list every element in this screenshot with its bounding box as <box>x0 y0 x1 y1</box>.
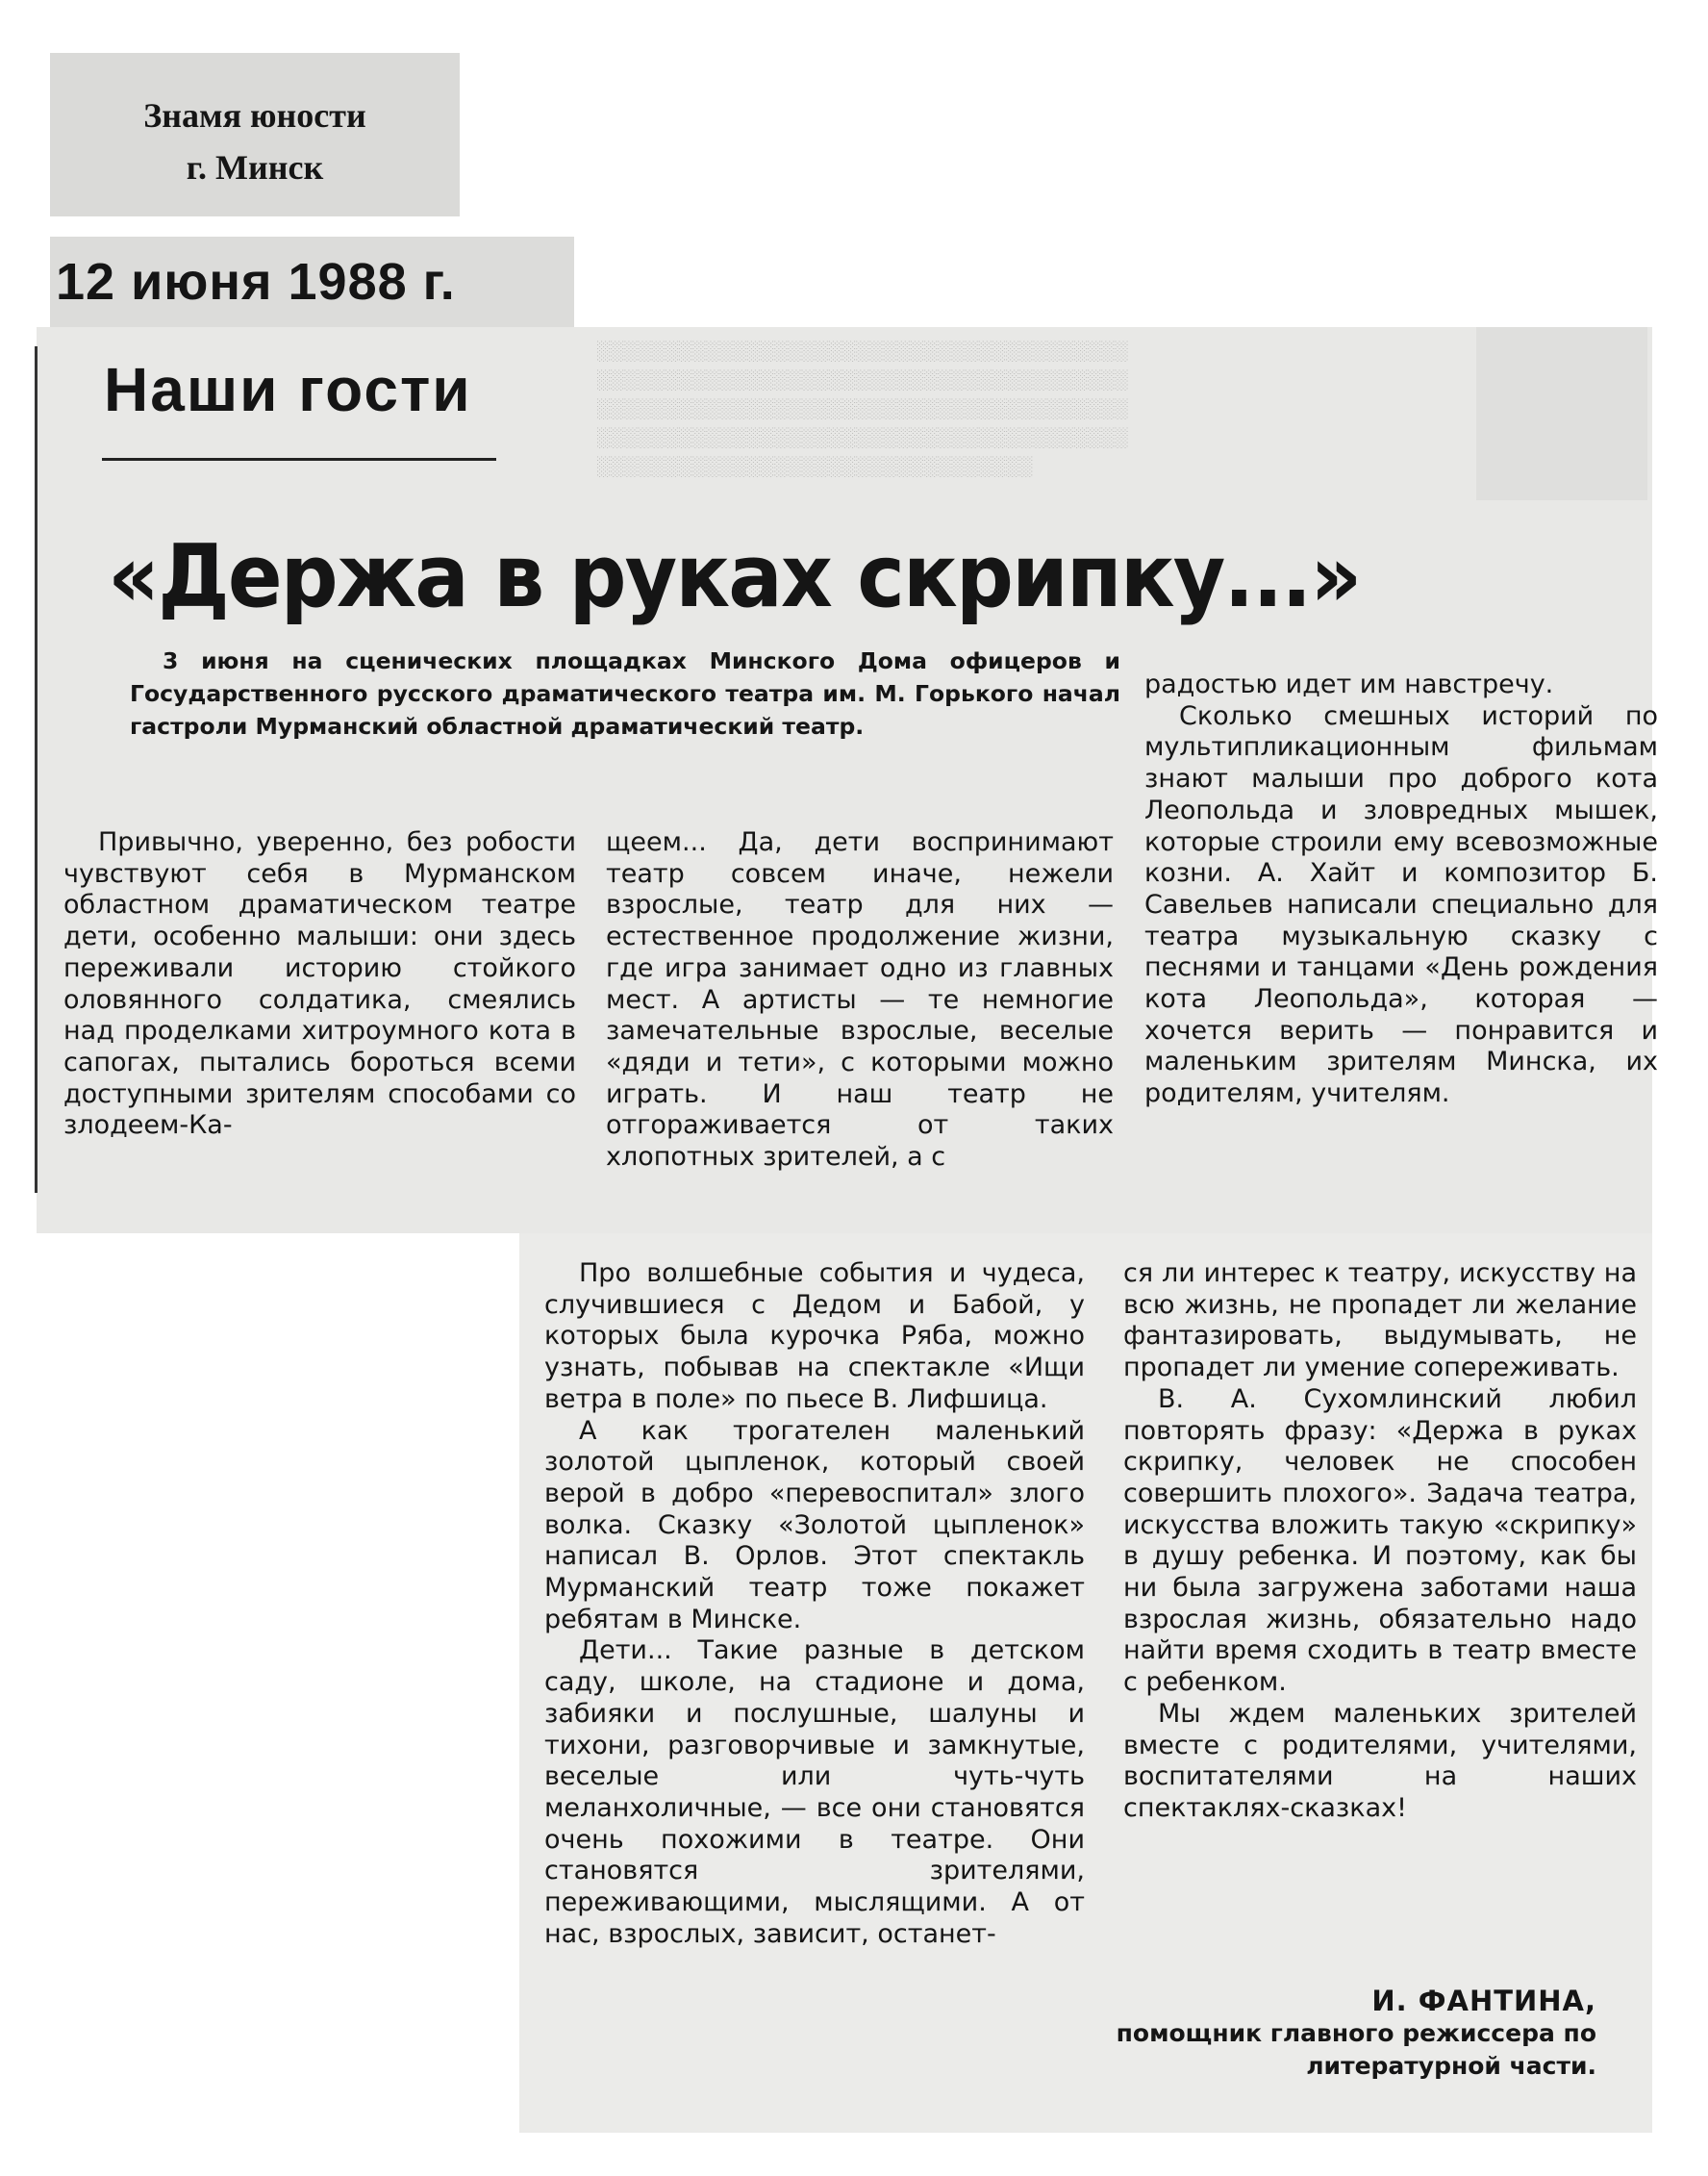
column-1 <box>63 827 576 1142</box>
rubric-title: Наши гости <box>104 355 472 424</box>
left-border-rule <box>35 346 38 1193</box>
paragraph: щеем... Да, дети воспринимают театр совсем иначе, нежели взрослые, театр для них — естественное продолжение жизни, где игра занимает одно из главных мест. А артисты — те немногие замечательные взрослые, веселые «дяди и тети», с которыми можно играть. И наш театр не отгораживается от таких хлопотных зрителей, а с <box>606 827 1114 1173</box>
author-name: И. ФАНТИНА, <box>1371 1985 1596 2017</box>
author-signature <box>1096 1985 1596 2083</box>
rubric-underline <box>102 458 496 461</box>
paragraph: Дети... Такие разные в детском саду, школе, на стадионе и дома, забияки и послушные, шалуны и тихони, разговорчивые и замкнутые, веселые или чуть-чуть меланхоличные, — все они становятся очень похожими в театре. Они становятся зрителями, переживающими, мыслящими. А от нас, взрослых, зависит, останет- <box>544 1635 1085 1949</box>
source-paper-name: Знамя юности <box>143 96 366 135</box>
lead-paragraph: 3 июня на сценических площадках Минского Дома офицеров и Государственного русского драматического театра им. М. Горького начал гастроли Мурманский областной драматический театр. <box>130 647 1120 740</box>
source-city: г. Минск <box>186 148 324 187</box>
paragraph: Сколько смешных историй по мультипликационным фильмам знают малыши про доброго кота Леопольда и зловредных мышек, которые строили ему всевозможные козни. А. Хайт и композитор Б. Савельев написали специально для театра музыкальную сказку с песнями и танцами «День рождения кота Леопольда», которая — хочется верить — понравится и маленьким зрителям Минска, их родителям, учителям. <box>1144 700 1658 1109</box>
clipping-right-strip <box>1476 327 1647 500</box>
author-role: помощник главного режиссера по литературной части. <box>1116 2019 1596 2080</box>
paragraph: Привычно, уверенно, без робости чувствуют себя в Мурманском областном драматическом театре дети, особенно малыши: они здесь переживали историю стойкого оловянного солдатика, смеялись над проделками хитроумного кота в сапогах, пытались бороться всеми доступными зрителям способами со злодеем-Ка- <box>63 827 576 1141</box>
column-5 <box>1123 1258 1637 1825</box>
paragraph: Мы ждем маленьких зрителей вместе с родителями, учителями, воспитателями на наших спектаклях-сказках! <box>1123 1698 1637 1823</box>
source-label <box>50 53 460 216</box>
paragraph: Про волшебные события и чудеса, случившиеся с Дедом и Бабой, у которых была курочка Ряба, можно узнать, побывав на спектакле «Ищи ветра в поле» по пьесе В. Лифшица. <box>544 1258 1085 1414</box>
paragraph: радостью идет им навстречу. <box>1144 670 1554 699</box>
column-2 <box>606 827 1114 1174</box>
paragraph: В. А. Сухомлинский любил повторять фразу: «Держа в руках скрипку, человек не способен совершить плохого». Задача театра, искусства вложить такую «скрипку» в душу ребенка. И поэтому, как бы ни была загружена заботами наша взрослая жизнь, обязательно надо найти время сходить в театр вместе с ребенком. <box>1123 1383 1637 1698</box>
publication-date: 12 июня 1988 г. <box>50 237 574 327</box>
paragraph: А как трогателен маленький золотой цыпленок, который своей верой в добро «перевоспитал» злого волка. Сказку «Золотой цыпленок» написал В. Орлов. Этот спектакль Мурманский театр тоже покажет ребятам в Минске. <box>544 1415 1085 1634</box>
article-headline: «Держа в руках скрипку...» <box>108 526 1361 627</box>
column-3 <box>1144 670 1658 1110</box>
paragraph: ся ли интерес к театру, искусству на всю жизнь, не пропадет ли желание фантазировать, выдумывать, не пропадет ли умение сопереживать. <box>1123 1258 1637 1383</box>
bleed-through-text: ░░░░░░░░░░░░░░░░░░░░░░░░░░░░░░░░░░░░░░░ ░░░░░░░░░░░░░░░░░░░░░░░░░░░░░░░░░░░░░░░ ░░░░░░░░░░░░░░░░░░░░░░░░░░░░░░░░░░░░░░░ ░░░░░░░░░░░░░░░░░░░░░░░░░░░░░░░░░░░░░░░ ░░░░░░░░░░░░░░░░░░░░░░░░░░░░░░░░ <box>596 341 1128 477</box>
column-4 <box>544 1258 1085 1950</box>
article-lead <box>130 645 1120 743</box>
